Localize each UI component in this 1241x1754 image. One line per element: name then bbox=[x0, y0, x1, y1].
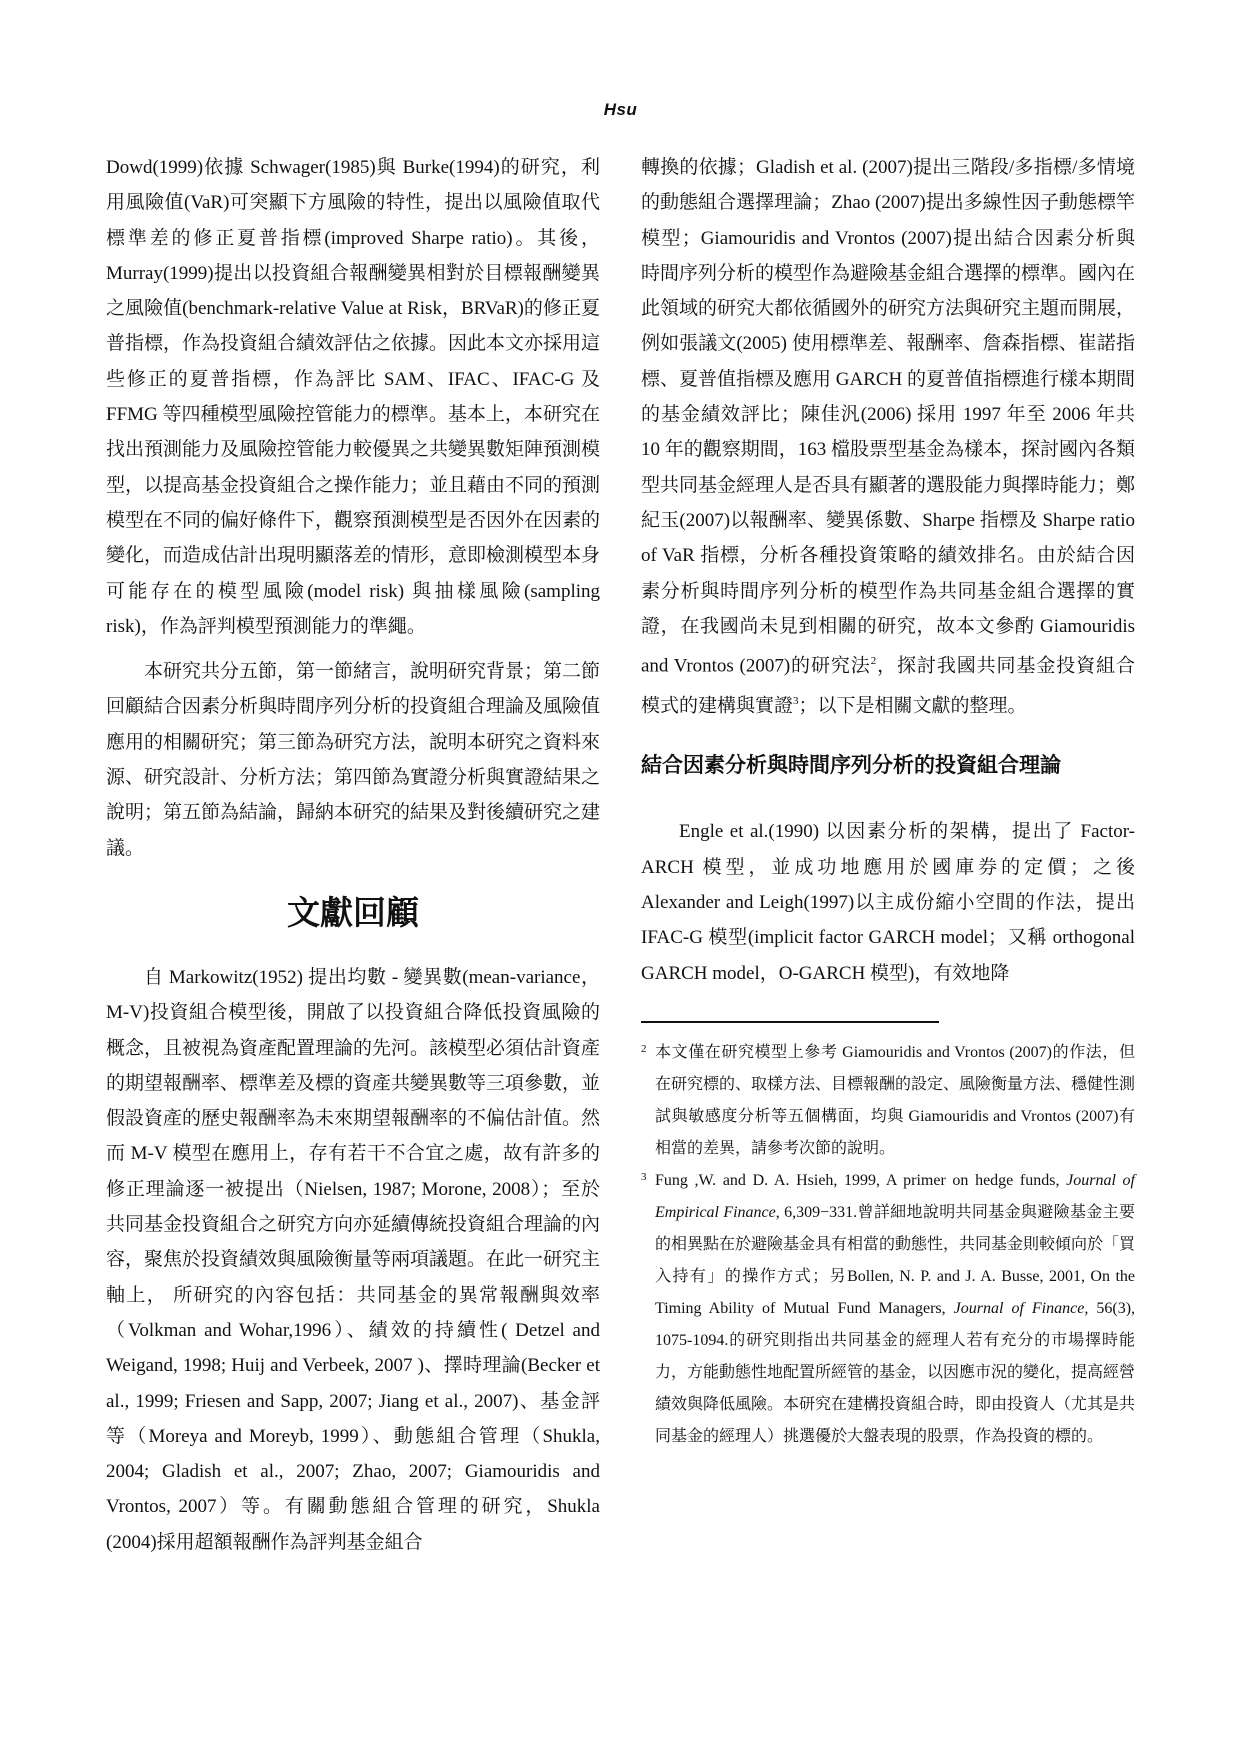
footnote-number: 3 bbox=[641, 1170, 647, 1183]
body-paragraph bbox=[641, 150, 1135, 723]
footnote-number: 2 bbox=[641, 1042, 647, 1055]
journal-name: Journal of Finance, bbox=[953, 1299, 1089, 1317]
body-text: ；以下是相關文獻的整理。 bbox=[798, 695, 1027, 717]
footnote-text: 的研究則指出共同基金的經理人若有充分的市場擇時能力，方能動態性地配置所經管的基金，以因應市況的變化，提高經營績效與降低風險。本研究在建構投資組合時，即由投資人（尤其是共同基金的經理人）挑選優於大盤表現的股票，作為投資的標的。 bbox=[655, 1331, 1136, 1445]
footnote-ref: 3 bbox=[793, 694, 799, 707]
footnote-2 bbox=[641, 1037, 1135, 1165]
footnote-text: , 6,309−331.曾詳細地說明共同基金與避險基金主要的相異點在於避險基金具有相當的動態性，共同基金則較傾向於「買入持有」的操作方式；另 bbox=[655, 1203, 1136, 1285]
footnote-text: Fung ,W. and D. A. Hsieh, 1999, A primer on hedge funds, bbox=[655, 1171, 1067, 1189]
journal-name: Journal of Empirical Finance bbox=[655, 1171, 1136, 1221]
footnote-text: Bollen, N. P. and J. A. Busse, 2001, On the Timing Ability of Mutual Fund Managers, bbox=[655, 1267, 1135, 1317]
footnote-text: 本文僅在研究模型上參考 Giamouridis and Vrontos (2007)的作法，但在研究標的、取樣方法、目標報酬的設定、風險衡量方法、穩健性測試與敏感度分析等五個構面，均與 Giamouridis and Vrontos (2007)有相當的差異，請參考次節的說明。 bbox=[655, 1043, 1136, 1157]
body-text: ，探討我國共同基金投資組合模式的建構與實證 bbox=[641, 655, 1135, 717]
footnote-text: 56(3), 1075-1094. bbox=[655, 1299, 1136, 1349]
subsection-title: 結合因素分析與時間序列分析的投資組合理論 bbox=[641, 753, 1061, 778]
running-head: Hsu bbox=[603, 100, 638, 119]
right-column bbox=[641, 150, 1135, 1453]
section-title: 文獻回顧 bbox=[287, 892, 419, 932]
footnote-3 bbox=[641, 1165, 1135, 1453]
body-text: 轉換的依據；Gladish et al. (2007)提出三階段/多指標/多情境的動態組合選擇理論；Zhao (2007)提出多線性因子動態標竿模型；Giamouridis and Vrontos (2007)提出結合因素分析與時間序列分析的模型作為避險基金組合選擇的標準。國內在此領域的研究大都依循國外的研究方法與研究主題而開展，例如張議文(2005) 使用標準差、報酬率、詹森指標、崔諾指標、夏普值指標及應用 GARCH 的夏普值指標進行樣本期間的基金績效評比；陳佳汎(2006) 採用 1997 年至 2006 年共 10 年的觀察期間，163 檔股票型基金為樣本，探討國內各類型共同基金經理人是否具有顯著的選股能力與擇時能力；鄭紀玉(2007)以報酬率、變異係數、Sharpe 指標及 Sharpe ratio of VaR 指標，分析各種投資策略的績效排名。由於結合因素分析與時間序列分析的模型作為共同基金組合選擇的實證，在我國尚未見到相關的研究，故本文參酌 Giamouridis and Vrontos (2007)的研究法 bbox=[641, 157, 1136, 677]
body-paragraph: 本研究共分五節，第一節緒言，說明研究背景；第二節回顧結合因素分析與時間序列分析的投資組合理論及風險值應用的相關研究；第三節為研究方法，說明本研究之資料來源、研究設計、分析方法；第四節為實證分析與實證結果之說明；第五節為結論，歸納本研究的結果及對後續研究之建議。 bbox=[106, 661, 601, 859]
body-paragraph: 自 Markowitz(1952) 提出均數 - 變異數(mean-variance，M-V)投資組合模型後，開啟了以投資組合降低投資風險的概念，且被視為資產配置理論的先河。該模型必須估計資產的期望報酬率、標準差及標的資產共變異數等三項參數，並假設資產的歷史報酬率為未來期望報酬率的不偏估計值。然而 M-V 模型在應用上，存有若干不合宜之處，故有許多的修正理論逐一被提出（Nielsen, 1987; Morone, 2008）；至於共同基金投資組合之研究方向亦延續傳統投資組合理論的內容，聚焦於投資績效與風險衡量等兩項議題。在此一研究主軸上， 所研究的內容包括：共同基金的異常報酬與效率（Volkman and Wohar,1996）、績效的持續性( Detzel and Weigand, 1998; Huij and Verbeek, 2007 )、擇時理論(Becker et al., 1999; Friesen and Sapp, 2007; Jiang et al., 2007)、基金評等（Moreya and Moreyb, 1999）、動態組合管理（Shukla, 2004; Gladish et al., 2007; Zhao, 2007; Giamouridis and Vrontos, 2007）等。有關動態組合管理的研究，Shukla (2004)採用超額報酬作為評判基金組合 bbox=[106, 966, 601, 1553]
left-column bbox=[106, 150, 600, 1560]
footnote-ref: 2 bbox=[870, 655, 877, 668]
body-paragraph: Dowd(1999)依據 Schwager(1985)與 Burke(1994)的研究，利用風險值(VaR)可突顯下方風險的特性，提出以風險值取代標準差的修正夏普指標(improved Sharpe ratio)。其後，Murray(1999)提出以投資組合報酬變異相對於目標報酬變異之風險值(benchmark-relative Value at Risk，BRVaR)的修正夏普指標，作為投資組合績效評估之依據。因此本文亦採用這些修正的夏普指標，作為評比 SAM、IFAC、IFAC-G 及 FFMG 等四種模型風險控管能力的標準。基本上，本研究在找出預測能力及風險控管能力較優異之共變異數矩陣預測模型，以提高基金投資組合之操作能力；並且藉由不同的預測模型在不同的偏好條件下，觀察預測模型是否因外在因素的變化，而造成估計出現明顯落差的情形，意即檢測模型本身可能存在的模型風險(model risk) 與抽樣風險(sampling risk)，作為評判模型預測能力的準繩。 bbox=[106, 157, 601, 637]
body-paragraph: Engle et al.(1990) 以因素分析的架構，提出了 Factor-ARCH 模型，並成功地應用於國庫券的定價；之後 Alexander and Leigh(1997)以主成份縮小空間的作法，提出 IFAC-G 模型(implicit factor GARCH model；又稱 orthogonal GARCH model，O-GARCH 模型)，有效地降 bbox=[641, 821, 1135, 984]
